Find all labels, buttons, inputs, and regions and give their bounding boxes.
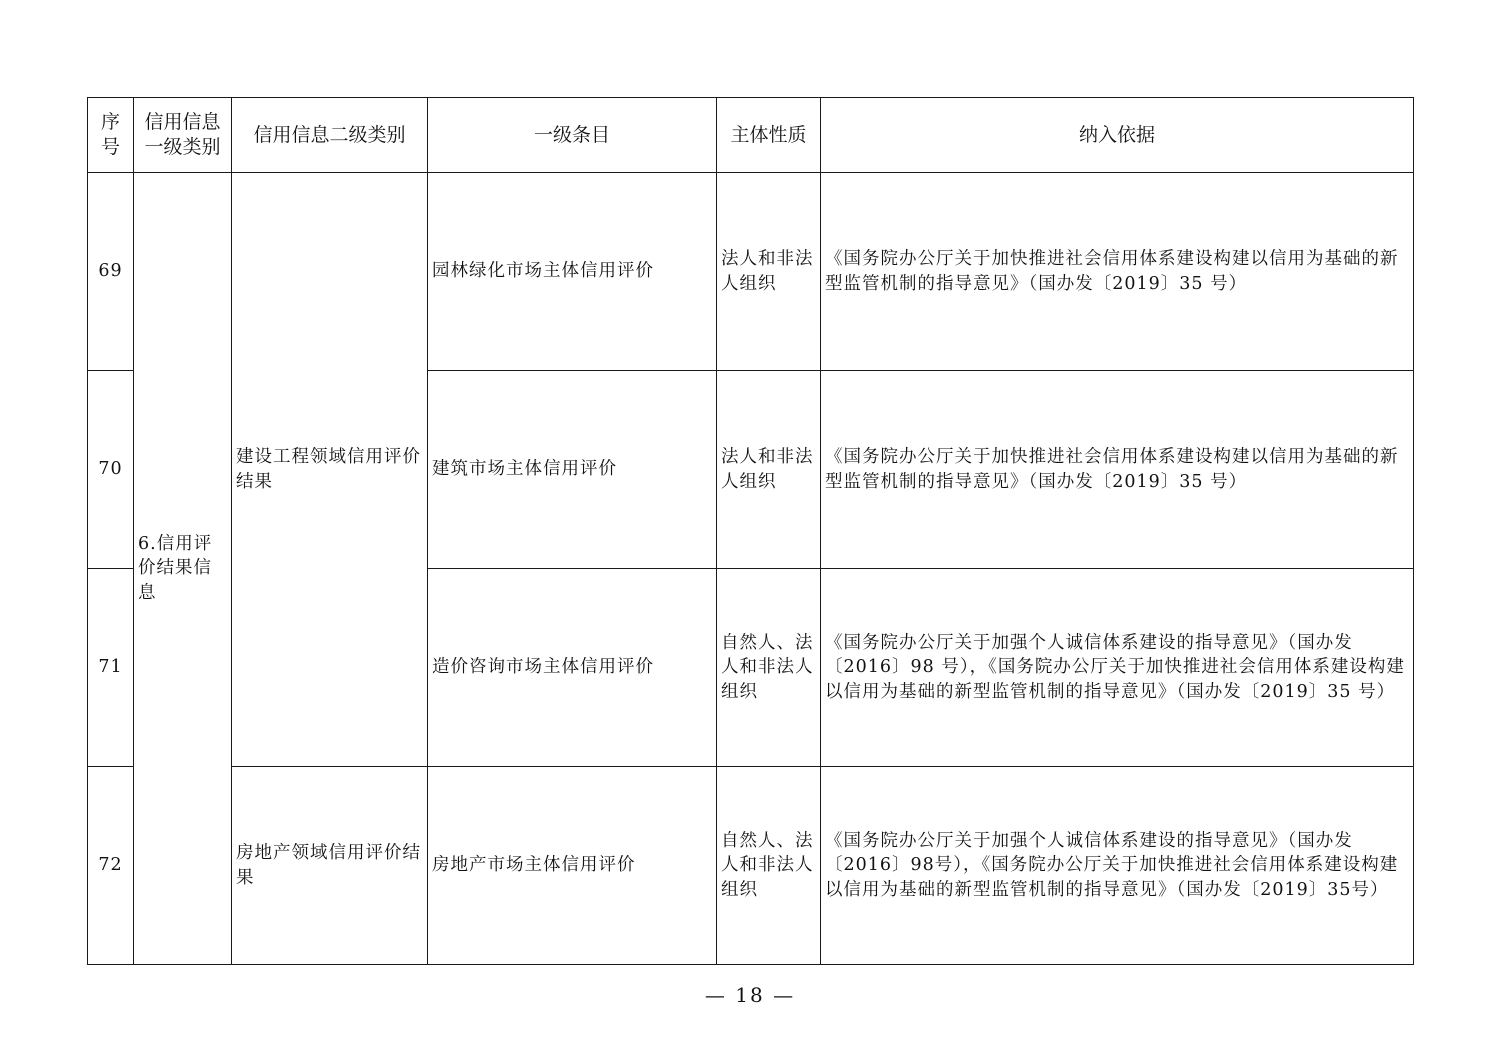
item-cell: 建筑市场主体信用评价 bbox=[428, 371, 717, 569]
header-row bbox=[88, 98, 1414, 173]
subject-cell: 自然人、法人和非法人组织 bbox=[717, 767, 821, 965]
basis-cell: 《国务院办公厅关于加强个人诚信体系建设的指导意见》（国办发〔2016〕98 号），《国务院办公厅关于加快推进社会信用体系建设构建以信用为基础的新型监管机制的指导意见》（国办发〔2019〕35 号） bbox=[821, 569, 1414, 767]
header-level1 bbox=[134, 98, 232, 173]
header-seq bbox=[88, 98, 134, 173]
basis-cell: 《国务院办公厅关于加快推进社会信用体系建设构建以信用为基础的新型监管机制的指导意见》（国办发〔2019〕35 号） bbox=[821, 173, 1414, 371]
header-level2: 信用信息二级类别 bbox=[232, 98, 428, 173]
table-row bbox=[88, 173, 1414, 371]
item-cell: 造价咨询市场主体信用评价 bbox=[428, 569, 717, 767]
item-cell: 园林绿化市场主体信用评价 bbox=[428, 173, 717, 371]
seq-cell: 70 bbox=[88, 371, 134, 569]
level1-category-cell: 6.信用评价结果信息 bbox=[134, 173, 232, 965]
subject-cell: 自然人、法人和非法人组织 bbox=[717, 569, 821, 767]
seq-cell: 69 bbox=[88, 173, 134, 371]
header-seq-line1: 序 bbox=[100, 111, 120, 133]
subject-cell: 法人和非法人组织 bbox=[717, 173, 821, 371]
header-subject: 主体性质 bbox=[717, 98, 821, 173]
header-level1-line1: 信用信息 bbox=[144, 111, 221, 133]
seq-cell: 72 bbox=[88, 767, 134, 965]
header-seq-line2: 号 bbox=[100, 136, 120, 158]
item-cell: 房地产市场主体信用评价 bbox=[428, 767, 717, 965]
seq-cell: 71 bbox=[88, 569, 134, 767]
page-number: — 18 — bbox=[704, 983, 796, 1007]
subject-cell: 法人和非法人组织 bbox=[717, 371, 821, 569]
basis-cell: 《国务院办公厅关于加快推进社会信用体系建设构建以信用为基础的新型监管机制的指导意见》（国办发〔2019〕35 号） bbox=[821, 371, 1414, 569]
level2-category-cell: 建设工程领域信用评价结果 bbox=[232, 173, 428, 767]
table-row bbox=[88, 767, 1414, 965]
header-basis: 纳入依据 bbox=[821, 98, 1414, 173]
basis-cell: 《国务院办公厅关于加强个人诚信体系建设的指导意见》（国办发〔2016〕98号），《国务院办公厅关于加快推进社会信用体系建设构建以信用为基础的新型监管机制的指导意见》（国办发〔2019〕35号） bbox=[821, 767, 1414, 965]
level2-category-cell: 房地产领域信用评价结果 bbox=[232, 767, 428, 965]
header-level1-line2: 一级类别 bbox=[144, 136, 221, 158]
header-item: 一级条目 bbox=[428, 98, 717, 173]
credit-info-table bbox=[87, 97, 1414, 965]
